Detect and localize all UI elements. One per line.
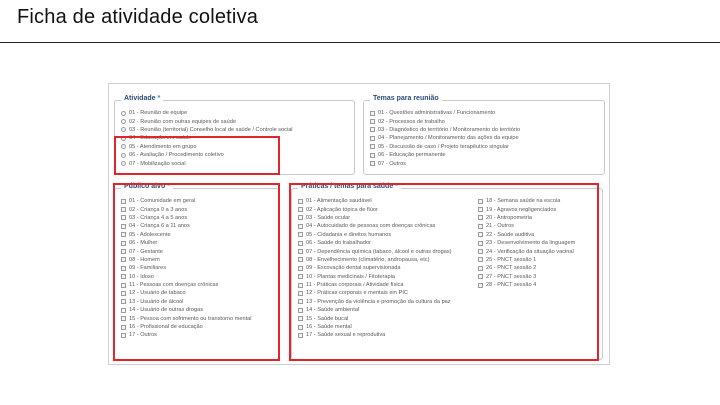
praticas-legend: Práticas / temas para saúde * xyxy=(298,183,401,190)
option-tema-01[interactable] xyxy=(370,109,520,117)
option-label: 15 - Saúde bucal xyxy=(306,315,349,322)
option-label: 01 - Alimentação saudável xyxy=(306,198,372,205)
option-label: 02 - Reunião com outras equipes de saúde xyxy=(129,118,236,125)
option-label: 06 - Educação permanente xyxy=(378,152,446,159)
highlight-atividade-04-07 xyxy=(114,136,280,175)
option-label: 16 - Profissional de educação xyxy=(129,324,203,331)
radio-button[interactable] xyxy=(121,111,126,116)
option-label: 04 - Autocuidado de pessoas com doenças crônicas xyxy=(306,223,436,230)
option-label: 02 - Criança 0 a 3 anos xyxy=(129,206,188,213)
option-label: 26 - PNCT sessão 2 xyxy=(486,265,537,272)
option-label: 03 - Criança 4 a 5 anos xyxy=(129,214,188,221)
option-label: 07 - Mobilização social xyxy=(129,160,186,167)
option-atividade-01[interactable] xyxy=(121,109,293,117)
option-label: 28 - PNCT sessão 4 xyxy=(486,282,537,289)
publico-legend: Público alvo * xyxy=(121,183,173,190)
option-label: 06 - Saúde do trabalhador xyxy=(306,240,371,247)
option-tema-02[interactable] xyxy=(370,117,520,125)
option-atividade-03[interactable] xyxy=(121,126,293,134)
option-label: 07 - Outros xyxy=(378,160,406,167)
option-label: 10 - Plantas medicinais / Fitoterapia xyxy=(306,273,395,280)
title-divider xyxy=(0,42,720,43)
option-label: 11 - Pessoas com doenças crônicas xyxy=(129,282,219,289)
option-label: 19 - Agravos negligenciados xyxy=(486,206,557,213)
option-label: 10 - Idoso xyxy=(129,273,154,280)
option-label: 05 - Cidadania e direitos humanos xyxy=(306,231,392,238)
option-label: 25 - PNCT sessão 1 xyxy=(486,256,537,263)
checkbox[interactable] xyxy=(370,136,375,141)
checkbox[interactable] xyxy=(370,153,375,158)
option-label: 02 - Aplicação tópica de flúor xyxy=(306,206,378,213)
option-label: 07 - Gestante xyxy=(129,248,163,255)
option-label: 07 - Dependência química (tabaco, álcool e outras drogas) xyxy=(306,248,452,255)
option-label: 05 - Atendimento em grupo xyxy=(129,143,197,150)
option-label: 09 - Escovação dental supervisionada xyxy=(306,265,401,272)
option-label: 24 - Verificação da situação vacinal xyxy=(486,248,574,255)
option-label: 16 - Saúde mental xyxy=(306,324,352,331)
checkbox[interactable] xyxy=(370,144,375,149)
option-atividade-02[interactable] xyxy=(121,117,293,125)
option-label: 21 - Outros xyxy=(486,223,514,230)
option-label: 20 - Antropometria xyxy=(486,214,533,221)
option-label: 03 - Reunião (territorial) Conselho local de saúde / Controle social xyxy=(129,126,293,133)
temas-options xyxy=(370,109,520,168)
checkbox[interactable] xyxy=(370,119,375,124)
option-label: 05 - Discussão de caso / Projeto terapêutico singular xyxy=(378,143,509,150)
option-label: 27 - PNCT sessão 3 xyxy=(486,273,537,280)
option-label: 05 - Adolescente xyxy=(129,231,171,238)
temas-group xyxy=(363,95,605,175)
temas-legend: Temas para reunião xyxy=(370,95,442,102)
option-label: 22 - Saúde auditiva xyxy=(486,231,535,238)
option-tema-07[interactable] xyxy=(370,159,520,167)
option-label: 03 - Diagnóstico do território / Monitoramento do território xyxy=(378,126,521,133)
radio-button[interactable] xyxy=(121,127,126,132)
option-label: 04 - Criança 6 a 11 anos xyxy=(129,223,190,230)
option-label: 01 - Reunião de equipe xyxy=(129,110,188,117)
checkbox[interactable] xyxy=(370,161,375,166)
option-label: 06 - Mulher xyxy=(129,240,158,247)
option-label: 23 - Desenvolvimento da linguagem xyxy=(486,240,576,247)
option-label: 01 - Questões administrativas / Funcionamento xyxy=(378,110,496,117)
checkbox[interactable] xyxy=(370,111,375,116)
option-label: 14 - Usuário de outras drogas xyxy=(129,307,204,314)
atividade-legend: Atividade * xyxy=(121,95,163,102)
option-label: 13 - Usuário de álcool xyxy=(129,298,184,305)
option-label: 08 - Homem xyxy=(129,256,160,263)
checkbox[interactable] xyxy=(370,127,375,132)
option-label: 04 - Planejamento / Monitoramento das ações da equipe xyxy=(378,135,519,142)
option-label: 17 - Outros xyxy=(129,332,157,339)
option-label: 17 - Saúde sexual e reprodutiva xyxy=(306,332,386,339)
option-tema-05[interactable] xyxy=(370,143,520,151)
option-tema-03[interactable] xyxy=(370,126,520,134)
option-label: 11 - Práticas corporais / Atividade física xyxy=(306,282,404,289)
option-label: 08 - Envelhecimento (climatério, andropausa, etc) xyxy=(306,256,430,263)
highlight-publico-alvo xyxy=(113,183,280,361)
option-label: 18 - Semana saúde na escola xyxy=(486,198,561,205)
option-label: 09 - Familiares xyxy=(129,265,166,272)
highlight-praticas xyxy=(289,183,599,361)
option-label: 13 - Prevenção da violência e promoção da cultura da paz xyxy=(306,298,451,305)
option-label: 06 - Avaliação / Procedimento coletivo xyxy=(129,152,224,159)
form-screenshot xyxy=(108,83,610,365)
option-tema-04[interactable] xyxy=(370,134,520,142)
option-label: 14 - Saúde ambiental xyxy=(306,307,360,314)
option-label: 04 - Educação em saúde xyxy=(129,135,192,142)
option-label: 03 - Saúde ocular xyxy=(306,214,351,221)
radio-button[interactable] xyxy=(121,119,126,124)
option-tema-06[interactable] xyxy=(370,151,520,159)
option-label: 02 - Processos de trabalho xyxy=(378,118,445,125)
option-label: 01 - Comunidade em geral xyxy=(129,198,196,205)
slide-title: Ficha de atividade coletiva xyxy=(17,6,259,28)
option-label: 15 - Pessoa com sofrimento ou transtorno mental xyxy=(129,315,252,322)
option-label: 12 - Usuário de tabaco xyxy=(129,290,186,297)
option-label: 12 - Práticas corporais e mentais em PIC xyxy=(306,290,408,297)
